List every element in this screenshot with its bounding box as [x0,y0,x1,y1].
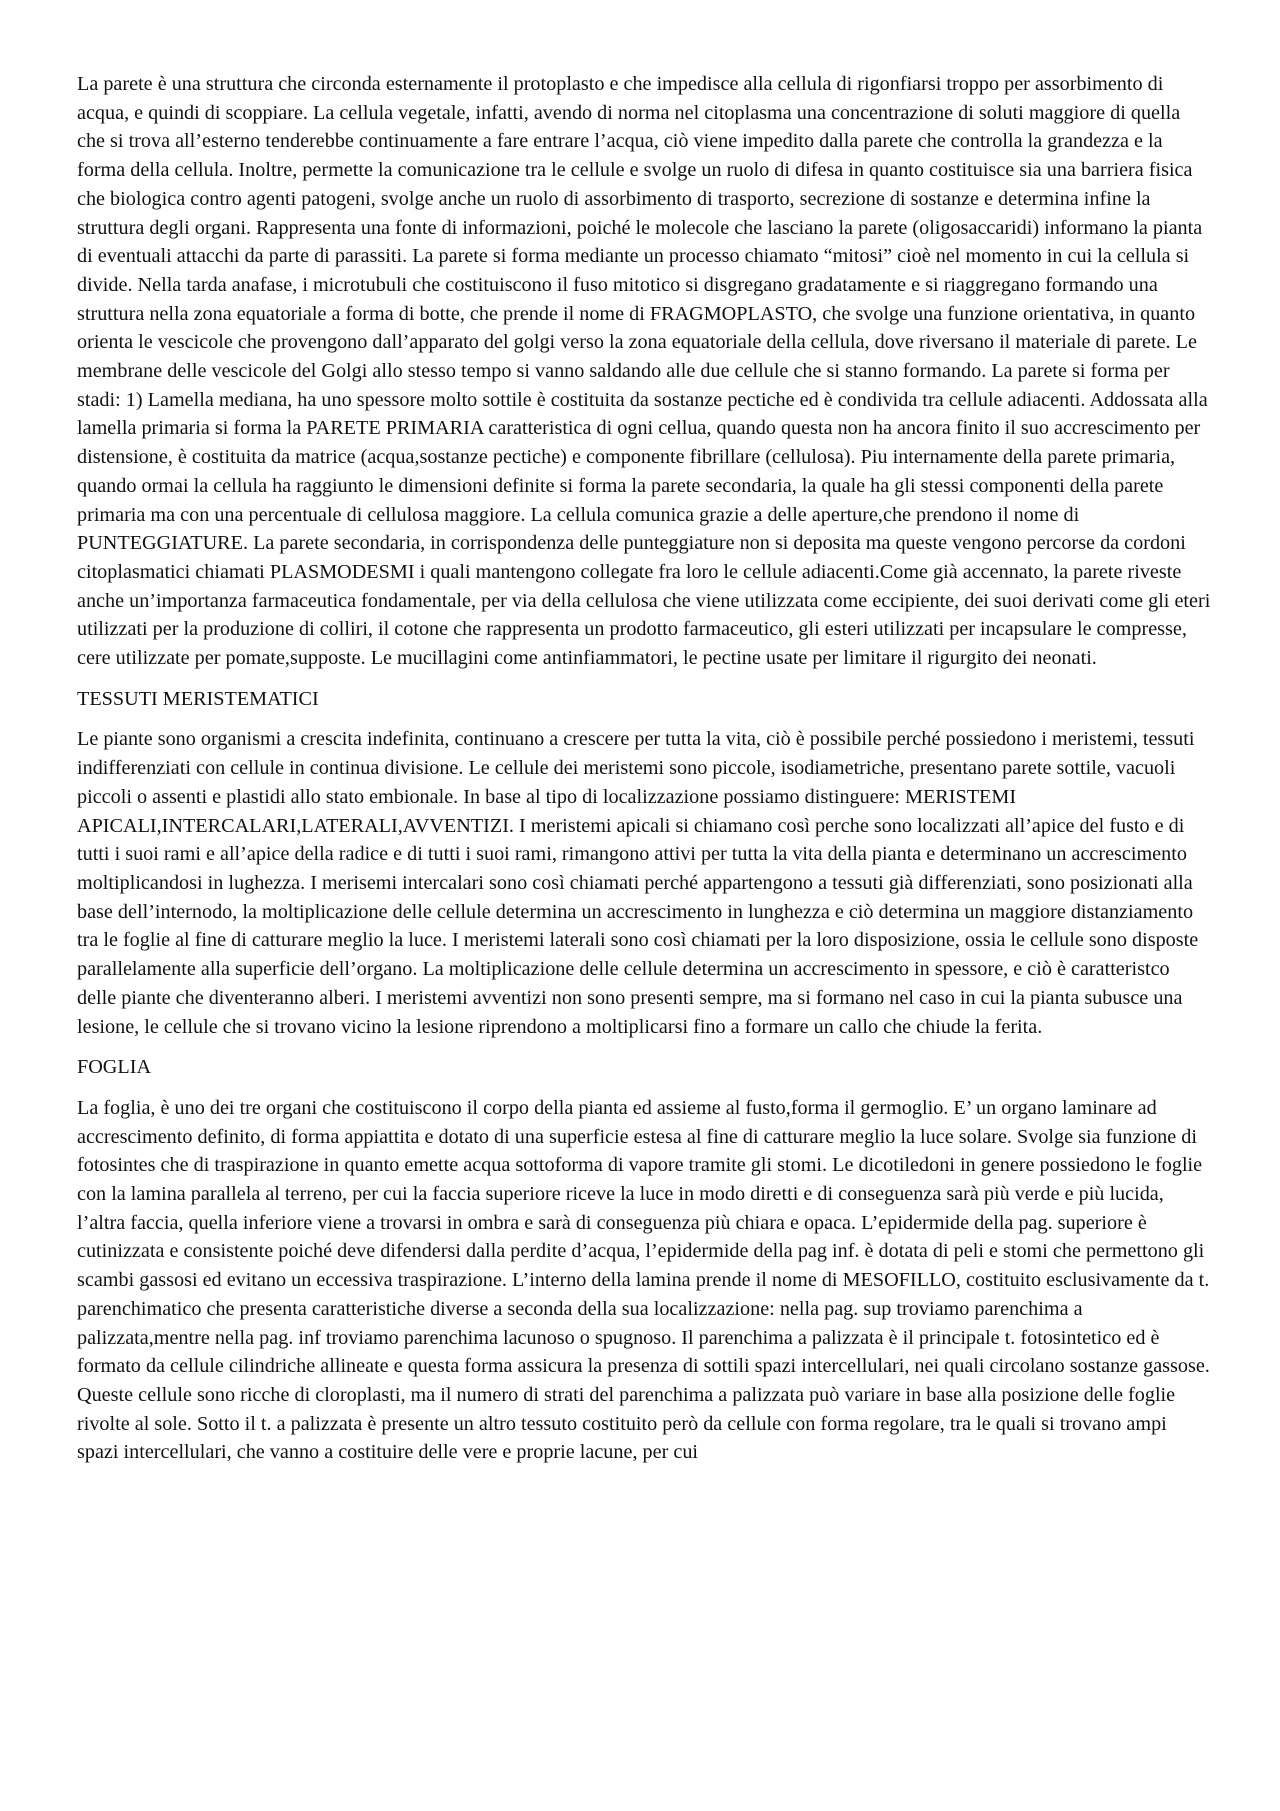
paragraph-parete: La parete è una struttura che circonda esternamente il protoplasto e che impedisce alla cellula di rigonfiarsi troppo per assorbimento di acqua, e quindi di scoppiare. La cellula vegetale, infatti, avendo di norma nel citoplasma una concentrazione di soluti maggiore di quella che si trova all’esterno tenderebbe continuamente a fare entrare l’acqua, ciò viene impedito dalla parete che controlla la grandezza e la forma della cellula. Inoltre, permette la comunicazione tra le cellule e svolge un ruolo di difesa in quanto costituisce sia una barriera fisica che biologica contro agenti patogeni, svolge anche un ruolo di assorbimento di trasporto, secrezione di sostanze e determina infine la struttura degli organi. Rappresenta una fonte di informazioni, poiché le molecole che lasciano la parete (oligosaccaridi) informano la pianta di eventuali attacchi da parte di parassiti. La parete si forma mediante un processo chiamato “mitosi” cioè nel momento in cui la cellula si divide. Nella tarda anafase, i microtubuli che costituiscono il fuso mitotico si disgregano gradatamente e si riaggregano formando una struttura nella zona equatoriale a forma di botte, che prende il nome di FRAGMOPLASTO, che svolge una funzione orientativa, in quanto orienta le vescicole che provengono dall’apparato del golgi verso la zona equatoriale della cellula, dove riversano il materiale di parete. Le membrane delle vescicole del Golgi allo stesso tempo si vanno saldando alle due cellule che si stanno formando. La parete si forma per stadi: 1) Lamella mediana, ha uno spessore molto sottile è costituita da sostanze pectiche ed è condivida tra cellule adiacenti. Addossata alla lamella primaria si forma la PARETE PRIMARIA caratteristica di ogni cellua, quando questa non ha ancora finito il suo accrescimento per distensione, è costituita da matrice (acqua,sostanze pectiche) e componente fibrillare (cellulosa). Piu internamente della parete primaria, quando ormai la cellula ha raggiunto le dimensioni definite si forma la parete secondaria, la quale ha gli stessi componenti della parete primaria ma con una percentuale di cellulosa maggiore. La cellula comunica grazie a delle aperture,che prendono il nome di PUNTEGGIATURE. La parete secondaria, in corrispondenza delle punteggiature non si deposita ma queste vengono percorse da cordoni citoplasmatici chiamati PLASMODESMI i quali mantengono collegate fra loro le cellule adiacenti.Come già accennato, la parete riveste anche un’importanza farmaceutica fondamentale, per via della cellulosa che viene utilizzata come eccipiente, dei suoi derivati come gli eteri utilizzati per la produzione di colliri, il cotone che rappresenta un prodotto farmaceutico, gli esteri utilizzati per incapsulare le compresse, cere utilizzate per pomate,supposte. Le mucillagini come antinfiammatori, le pectine usate per limitare il rigurgito dei neonati. [77,73,1211,670]
document-page [77,70,1211,1467]
heading-tessuti-meristematici: TESSUTI MERISTEMATICI [77,687,319,710]
heading-foglia: FOGLIA [77,1056,152,1079]
paragraph-foglia: La foglia, è uno dei tre organi che costituiscono il corpo della pianta ed assieme al fusto,forma il germoglio. E’ un organo laminare ad accrescimento definito, di forma appiattita e dotato di una superficie estesa al fine di catturare meglio la luce solare. Svolge sia funzione di fotosintes che di traspirazione in quanto emette acqua sottoforma di vapore tramite gli stomi. Le dicotiledoni in genere possiedono le foglie con la lamina parallela al terreno, per cui la faccia superiore riceve la luce in modo diretti e di conseguenza sarà più verde e più lucida, l’altra faccia, quella inferiore viene a trovarsi in ombra e sarà di conseguenza più chiara e opaca. L’epidermide della pag. superiore è cutinizzata e consistente poiché deve difendersi dalla perdite d’acqua, l’epidermide della pag inf. è dotata di peli e stomi che permettono gli scambi gassosi ed evitano un eccessiva traspirazione. L’interno della lamina prende il nome di MESOFILLO, costituito esclusivamente da t. parenchimatico che presenta caratteristiche diverse a seconda della sua localizzazione: nella pag. sup troviamo parenchima a palizzata,mentre nella pag. inf troviamo parenchima lacunoso o spugnoso. Il parenchima a palizzata è il principale t. fotosintetico ed è formato da cellule cilindriche allineate e questa forma assicura la presenza di sottili spazi intercellulari, nei quali circolano sostanze gassose. Queste cellule sono ricche di cloroplasti, ma il numero di strati del parenchima a palizzata può variare in base alla posizione delle foglie rivolte al sole. Sotto il t. a palizzata è presente un altro tessuto costituito però da cellule con forma regolare, tra le quali si trovano ampi spazi intercellulari, che vanno a costituire delle vere e proprie lacune, per cui [77,1096,1210,1464]
paragraph-meristemi: Le piante sono organismi a crescita indefinita, continuano a crescere per tutta la vita, ciò è possibile perché possiedono i meristemi, tessuti indifferenziati con cellule in continua divisione. Le cellule dei meristemi sono piccole, isodiametriche, presentano parete sottile, vacuoli piccoli o assenti e plastidi allo stato embionale. In base al tipo di localizzazione possiamo distinguere: MERISTEMI APICALI,INTERCALARI,LATERALI,AVVENTIZI. I meristemi apicali si chiamano così perche sono localizzati all’apice del fusto e di tutti i suoi rami e all’apice della radice e di tutti i suoi rami, rimangono attivi per tutta la vita della pianta e determinano un accrescimento moltiplicandosi in lughezza. I merisemi intercalari sono così chiamati perché appartengono a tessuti già differenziati, sono posizionati alla base dell’internodo, la moltiplicazione delle cellule determina un accrescimento in lunghezza e ciò determina un maggiore distanziamento tra le foglie al fine di catturare meglio la luce. I meristemi laterali sono così chiamati per la loro disposizione, ossia le cellule sono disposte parallelamente alla superficie dell’organo. La moltiplicazione delle cellule determina un accrescimento in spessore, e ciò è caratteristco delle piante che diventeranno alberi. I meristemi avventizi non sono presenti sempre, ma si formano nel caso in cui la pianta subusce una lesione, le cellule che si trovano vicino la lesione riprendono a moltiplicarsi fino a formare un callo che chiude la ferita. [77,728,1199,1038]
